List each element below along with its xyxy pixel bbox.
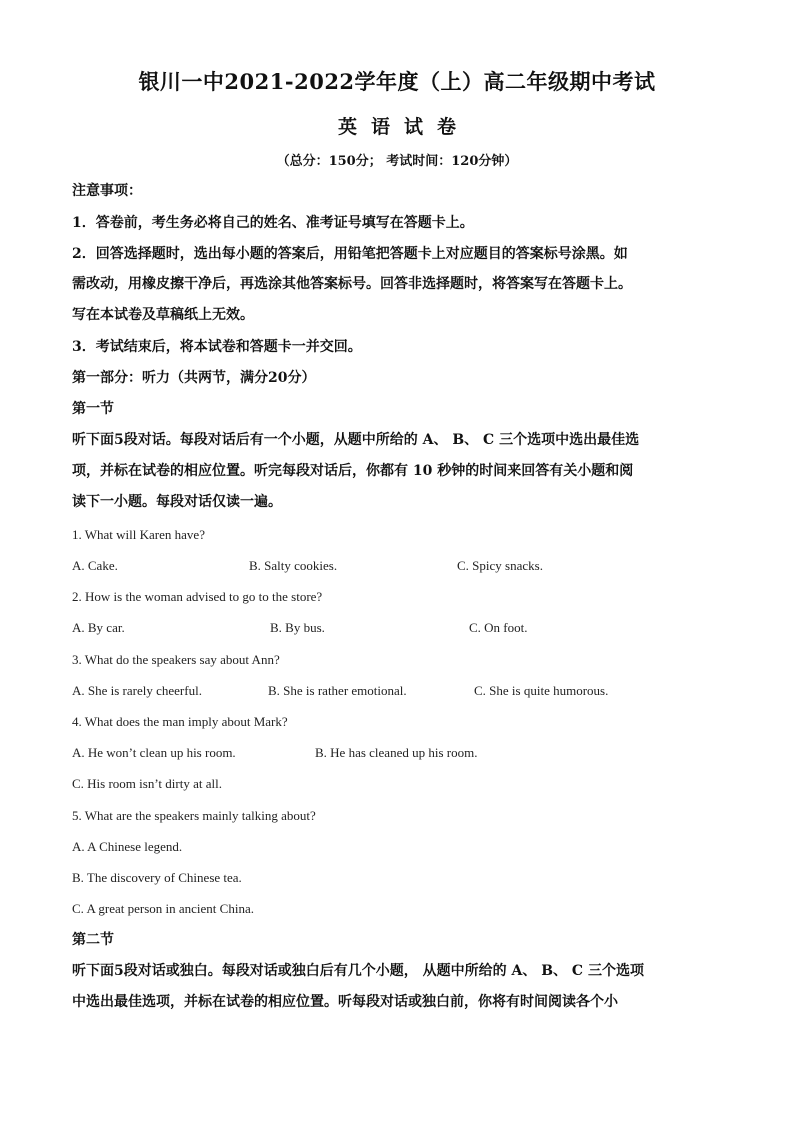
q4-option-c: C. His room isn’t dirty at all. xyxy=(72,776,222,791)
question-3: 3. What do the speakers say about Ann? xyxy=(72,652,280,667)
note-item-1: 1．答卷前，考生务必将自己的姓名、准考证号填写在答题卡上。 xyxy=(72,215,474,231)
question-2: 2. How is the woman advised to go to the store? xyxy=(72,589,323,604)
section2-heading: 第二节 xyxy=(72,932,114,948)
q4-option-a: A. He won’t clean up his room. xyxy=(72,745,236,760)
note-item-2-line-3: 写在本试卷及草稿纸上无效。 xyxy=(72,307,254,323)
q3-option-a: A. She is rarely cheerful. xyxy=(72,683,202,698)
part1-heading: 第一部分：听力（共两节，满分20分） xyxy=(72,370,316,386)
section1-instruction-line-2: 项，并标在试卷的相应位置。听完每段对话后，你都有 10 秒钟的时间来回答有关小题和阅 xyxy=(72,463,634,479)
section1-instruction-line-3: 读下一小题。每段对话仅读一遍。 xyxy=(72,494,282,510)
q2-option-b: B. By bus. xyxy=(270,620,325,635)
question-1: 1. What will Karen have? xyxy=(72,527,205,542)
question-4: 4. What does the man imply about Mark? xyxy=(72,714,288,729)
subject-title: 英语试卷 xyxy=(337,116,470,138)
question-5: 5. What are the speakers mainly talking about? xyxy=(72,808,316,823)
q1-option-c: C. Spicy snacks. xyxy=(457,558,543,573)
section2-instruction-line-2: 中选出最佳选项，并标在试卷的相应位置。听每段对话或独白前，你将有时间阅读各个小 xyxy=(72,994,618,1010)
note-item-3: 3．考试结束后，将本试卷和答题卡一并交回。 xyxy=(72,339,362,355)
section1-instruction-line-1: 听下面5段对话。每段对话后有一个小题，从题中所给的 A、 B、 C 三个选项中选出最佳选 xyxy=(72,432,640,448)
exam-title: 银川一中2021-2022学年度（上）高二年级期中考试 xyxy=(138,69,656,94)
q3-option-c: C. She is quite humorous. xyxy=(474,683,609,698)
q5-option-b: B. The discovery of Chinese tea. xyxy=(72,870,242,885)
q1-option-a: A. Cake. xyxy=(72,558,118,573)
q2-option-c: C. On foot. xyxy=(469,620,528,635)
q5-option-a: A. A Chinese legend. xyxy=(72,839,183,854)
q5-option-c: C. A great person in ancient China. xyxy=(72,901,254,916)
score-time-info: （总分：150分； 考试时间：120分钟） xyxy=(276,154,518,169)
note-item-2-line-1: 2．回答选择题时，选出每小题的答案后，用铅笔把答题卡上对应题目的答案标号涂黑。如 xyxy=(72,246,628,262)
q1-option-b: B. Salty cookies. xyxy=(249,558,338,573)
note-item-2-line-2: 需改动，用橡皮擦干净后，再选涂其他答案标号。回答非选择题时，将答案写在答题卡上。 xyxy=(72,276,632,292)
q2-option-a: A. By car. xyxy=(72,620,125,635)
notes-heading: 注意事项： xyxy=(72,183,142,199)
q3-option-b: B. She is rather emotional. xyxy=(268,683,407,698)
section1-heading: 第一节 xyxy=(72,401,114,417)
section2-instruction-line-1: 听下面5段对话或独白。每段对话或独白后有几个小题， 从题中所给的 A、 B、 C 三个选项 xyxy=(72,963,644,979)
q4-option-b: B. He has cleaned up his room. xyxy=(315,745,478,760)
